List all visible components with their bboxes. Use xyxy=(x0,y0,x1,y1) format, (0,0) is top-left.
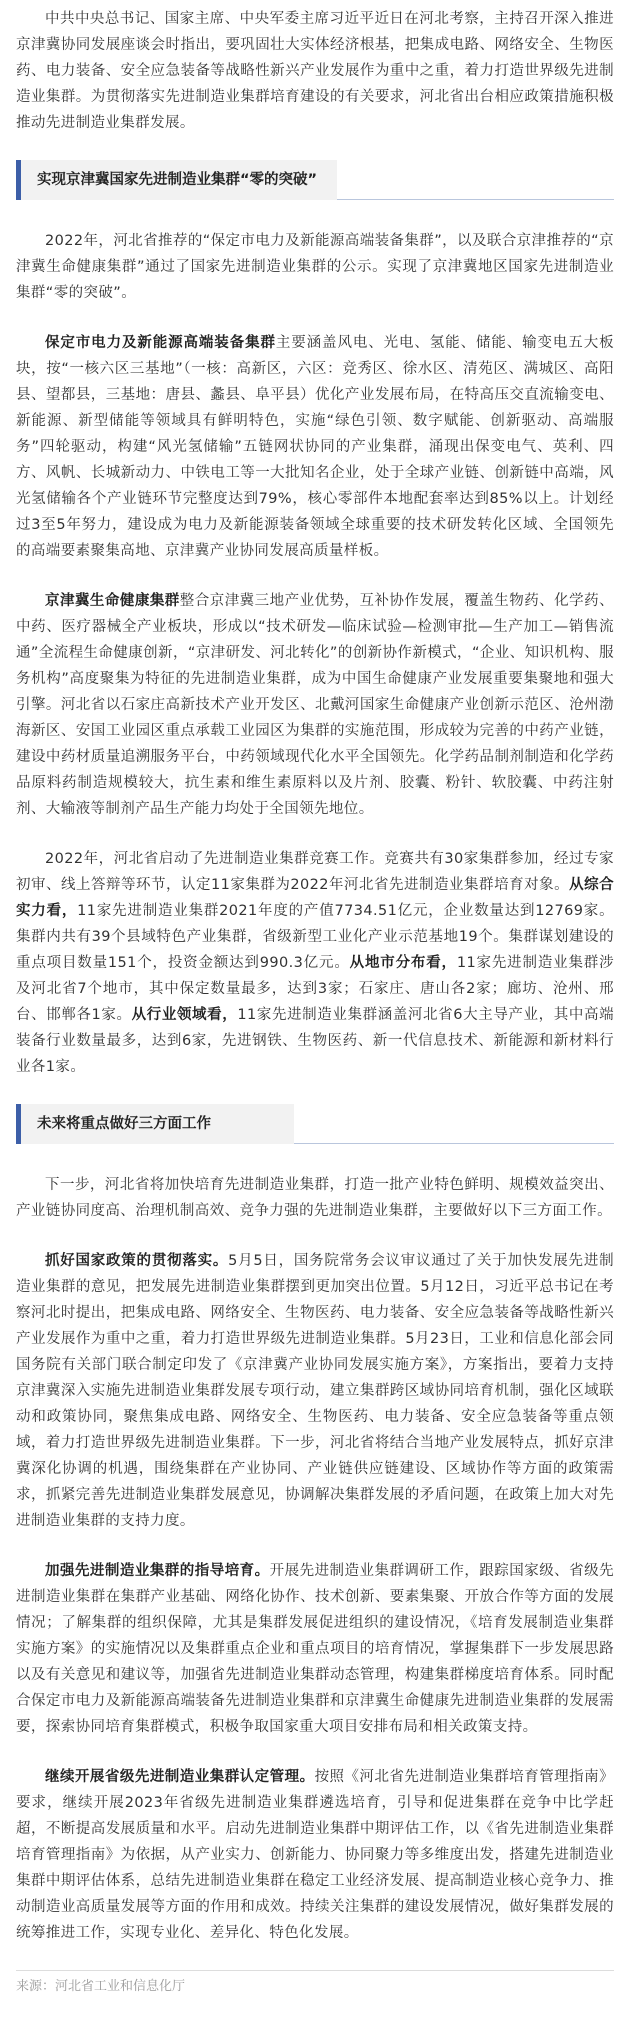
city-distribution-lead: 从地市分布看， xyxy=(349,955,457,971)
s1-paragraph-4 xyxy=(16,846,614,1080)
overall-strength-text: 11家先进制造业集群2021年度的产值7734.51亿元，企业数量达到12769家。集群内共有39个县域特色产业集群，省级新型工业化产业示范基地19个。集群谋划建设的重点项目数量151个，投资金额达到990.3亿元。 xyxy=(16,903,614,971)
s2-paragraph-1: 下一步，河北省将加快培育先进制造业集群，打造一批产业特色鲜明、规模效益突出、产业链协同度高、治理机制高效、竞争力强的先进制造业集群，主要做好以下三方面工作。 xyxy=(16,1177,614,1219)
industry-field-text: 11家先进制造业集群涵盖河北省6大主导产业，其中高端装备行业数量最多，达到6家，先进钢铁、生物医药、新一代信息技术、新能源和新材料行业各1家。 xyxy=(16,1007,614,1075)
baoding-cluster-lead: 保定市电力及新能源高端装备集群 xyxy=(45,335,276,351)
s2-paragraph-4 xyxy=(16,1764,614,1946)
competition-text: 2022年，河北省启动了先进制造业集群竞赛工作。竞赛共有30家集群参加，经过专家初审、线上答辩等环节，认定11家集群为2022年河北省先进制造业集群培育对象。 xyxy=(16,851,614,893)
jjj-health-cluster-body: 整合京津冀三地产业优势，互补协作发展，覆盖生物药、化学药、中药、医疗器械全产业板块，形成以“技术研发—临床试验—检测审批—生产加工—销售流通”全流程生命健康创新，“京津研发、河北转化”的创新协作新模式，“企业、知识机构、服务机构”高度聚集为特征的先进制造业集群，成为中国生命健康产业发展重要集聚地和强大引擎。河北省以石家庄高新技术产业开发区、北戴河国家生命健康产业创新示范区、沧州渤海新区、安国工业园区重点承载工业园区为集群的实施范围，形成较为完善的中药产业链，建设中药材质量追溯服务平台，中药领域现代化水平全国领先。化学药品制剂制造和化学药品原料药制造规模较大，抗生素和维生素原料以及片剂、胶囊、粉针、软胶囊、中药注射剂、大输液等制剂产品生产能力均处于全国领先地位。 xyxy=(16,593,614,817)
s1-paragraph-3 xyxy=(16,588,614,822)
provincial-recognition-body: 按照《河北省先进制造业集群培育管理指南》要求，继续开展2023年省级先进制造业集群遴选培育，引导和促进集群在竞争中比学赶超，不断提高发展质量和水平。启动先进制造业集群中期评估工作，以《省先进制造业集群培育管理指南》为依据，从产业实力、创新能力、协同聚力等多维度出发，搭建先进制造业集群中期评估体系，总结先进制造业集群在稳定工业经济发展、提高制造业核心竞争力、推动制造业高质量发展等方面的作用和成效。持续关注集群的建设发展情况，做好集群发展的统筹推进工作，实现专业化、差异化、特色化发展。 xyxy=(16,1769,614,1941)
policy-implementation-body: 5月5日，国务院常务会议审议通过了关于加快发展先进制造业集群的意见，把发展先进制造业集群摆到更加突出位置。5月12日，习近平总书记在考察河北时提出，把集成电路、网络安全、生物医药、电力装备、安全应急装备等战略性新兴产业发展作为重中之重，着力打造世界级先进制造业集群。5月23日，工业和信息化部会同国务院有关部门联合制定印发了《京津冀产业协同发展实施方案》，方案指出，要着力支持京津冀深入实施先进制造业集群发展专项行动，建立集群跨区域协同培育机制，强化区域联动和政策协同，聚焦集成电路、网络安全、生物医药、电力装备、安全应急装备等重点领域，着力打造世界级先进制造业集群。下一步，河北省将结合当地产业发展特点，抓好京津冀深化协调的机遇，围绕集群在产业协同、产业链供应链建设、区域协作等方面的政策需求，抓紧完善先进制造业集群发展意见，协调解决集群发展的矛盾问题，在政策上加大对先进制造业集群的支持力度。 xyxy=(16,1253,614,1529)
provincial-recognition-lead: 继续开展省级先进制造业集群认定管理。 xyxy=(45,1769,315,1785)
section-heading-2 xyxy=(16,1104,614,1144)
baoding-cluster-body: 主要涵盖风电、光电、氢能、储能、输变电五大板块，按“一核六区三基地”（一核：高新区，六区：竞秀区、徐水区、清苑区、满城区、高阳县、望都县，三基地：唐县、蠡县、阜平县）优化产业发展布局，在特高压交直流输变电、新能源、新型储能等领域具有鲜明特色，实施“绿色引领、数字赋能、创新驱动、高端服务”四轮驱动，构建“风光氢储输”五链网状协同的产业集群，涌现出保变电气、英利、四方、风帆、长城新动力、中铁电工等一大批知名企业，处于全球产业链、创新链中高端，风光氢储输各个产业链环节完整度达到79%，核心零部件本地配套率达到85%以上。计划经过3至5年努力，建设成为电力及新能源装备领域全球重要的技术研发转化区域、全国领先的高端要素聚集高地、京津冀产业协同发展高质量样板。 xyxy=(16,335,614,559)
s1-paragraph-1: 2022年，河北省推荐的“保定市电力及新能源高端装备集群”，以及联合京津推荐的“京津冀生命健康集群”通过了国家先进制造业集群的公示。实现了京津冀地区国家先进制造业集群“零的突破”。 xyxy=(16,233,614,301)
policy-implementation-lead: 抓好国家政策的贯彻落实。 xyxy=(45,1253,229,1269)
source-credit: 来源：河北省工业和信息化厅 xyxy=(16,1970,614,1997)
section-heading-1-title: 实现京津冀国家先进制造业集群“零的突破” xyxy=(16,160,337,200)
industry-field-lead: 从行业领域看， xyxy=(131,1007,238,1023)
guidance-cultivation-body: 开展先进制造业集群调研工作，跟踪国家级、省级先进制造业集群在集群产业基础、网络化协作、技术创新、要素集聚、开放合作等方面的发展情况；了解集群的组织保障，尤其是集群发展促进组织的建设情况，《培育发展制造业集群实施方案》的实施情况以及集群重点企业和重点项目的培育情况，掌握集群下一步发展思路以及有关意见和建议等，加强省先进制造业集群动态管理，构建集群梯度培育体系。同时配合保定市电力及新能源高端装备先进制造业集群和京津冀生命健康先进制造业集群的发展需要，探索协同培育集群模式，积极争取国家重大项目安排布局和相关政策支持。 xyxy=(16,1563,615,1735)
jjj-health-cluster-lead: 京津冀生命健康集群 xyxy=(45,593,180,609)
guidance-cultivation-lead: 加强先进制造业集群的指导培育。 xyxy=(45,1563,270,1579)
overall-strength-lead: 从综合实力看， xyxy=(16,877,615,919)
s1-paragraph-2 xyxy=(16,330,614,564)
city-distribution-text: 11家先进制造业集群涉及河北省7个地市，其中保定数量最多，达到3家；石家庄、唐山各2家；廊坊、沧州、邢台、邯郸各1家。 xyxy=(16,955,614,1023)
intro-paragraph: 中共中央总书记、国家主席、中央军委主席习近平近日在河北考察，主持召开深入推进京津冀协同发展座谈会时指出，要巩固壮大实体经济根基，把集成电路、网络安全、生物医药、电力装备、安全应急装备等战略性新兴产业发展作为重中之重，着力打造世界级先进制造业集群。为贯彻落实先进制造业集群培育建设的有关要求，河北省出台相应政策措施积极推动先进制造业集群发展。 xyxy=(16,11,614,131)
s2-paragraph-3 xyxy=(16,1558,614,1740)
s2-paragraph-2 xyxy=(16,1248,614,1534)
section-heading-2-title: 未来将重点做好三方面工作 xyxy=(16,1104,294,1144)
section-heading-1 xyxy=(16,160,614,200)
